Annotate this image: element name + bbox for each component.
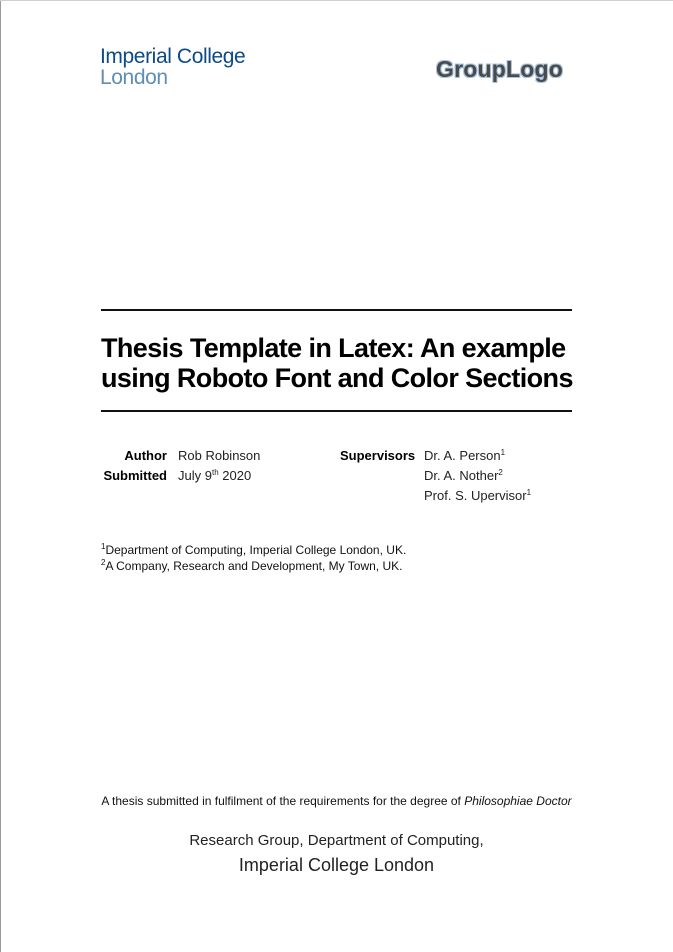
affiliations <box>101 542 406 574</box>
affiliation-text: A Company, Research and Development, My Town, UK. <box>105 559 403 573</box>
affiliation-mark: 1 <box>101 542 106 551</box>
group-logo: GroupLogo <box>436 56 563 82</box>
imperial-college-logo <box>100 46 245 88</box>
page-border-left <box>0 0 1 952</box>
affiliation-text: Department of Computing, Imperial College London, UK. <box>105 543 407 557</box>
page-border-top <box>0 0 673 1</box>
degree-statement <box>0 794 673 808</box>
author-label: Author <box>124 448 167 463</box>
submitted-day: July 9 <box>178 468 212 483</box>
supervisor-name: Dr. A. Nother <box>424 468 499 483</box>
supervisors-row <box>340 446 531 506</box>
affiliation-item <box>101 542 406 558</box>
affiliation-item <box>101 558 406 574</box>
submitted-year: 2020 <box>218 468 252 483</box>
title-rule-top <box>101 309 572 311</box>
supervisor-item <box>424 446 531 466</box>
supervisors-label: Supervisors <box>340 448 416 463</box>
degree-prefix: A thesis submitted in fulfilment of the requirements for the degree of <box>101 794 465 808</box>
imperial-logo-line2: London <box>100 66 168 89</box>
institution-line2: Imperial College London <box>238 855 435 875</box>
thesis-title-line1: Thesis Template in Latex: An example <box>101 333 566 363</box>
author-value: Rob Robinson <box>178 448 261 463</box>
supervisor-name: Dr. A. Person <box>424 448 501 463</box>
supervisor-affil-mark: 2 <box>498 468 503 477</box>
degree-name: Philosophiae Doctor <box>464 794 572 808</box>
supervisors-list <box>413 446 531 506</box>
institution-line1: Research Group, Department of Computing, <box>189 832 484 849</box>
supervisor-name: Prof. S. Upervisor <box>424 488 527 503</box>
author-block <box>100 446 260 486</box>
supervisors-block <box>340 446 531 506</box>
imperial-logo-line1: Imperial College <box>100 45 246 68</box>
submitted-label: Submitted <box>103 468 167 483</box>
supervisor-affil-mark: 1 <box>500 448 506 457</box>
thesis-title <box>101 333 581 393</box>
affiliation-mark: 2 <box>101 558 106 567</box>
title-rule-bottom <box>101 410 572 412</box>
submitted-row <box>100 466 260 486</box>
author-row <box>100 446 260 466</box>
supervisor-item <box>424 466 531 486</box>
supervisor-item <box>424 486 531 506</box>
submitted-suffix: th <box>211 468 219 477</box>
thesis-title-line2: using Roboto Font and Color Sections <box>101 363 573 393</box>
supervisor-affil-mark: 1 <box>526 488 532 497</box>
submitted-value <box>167 466 251 486</box>
